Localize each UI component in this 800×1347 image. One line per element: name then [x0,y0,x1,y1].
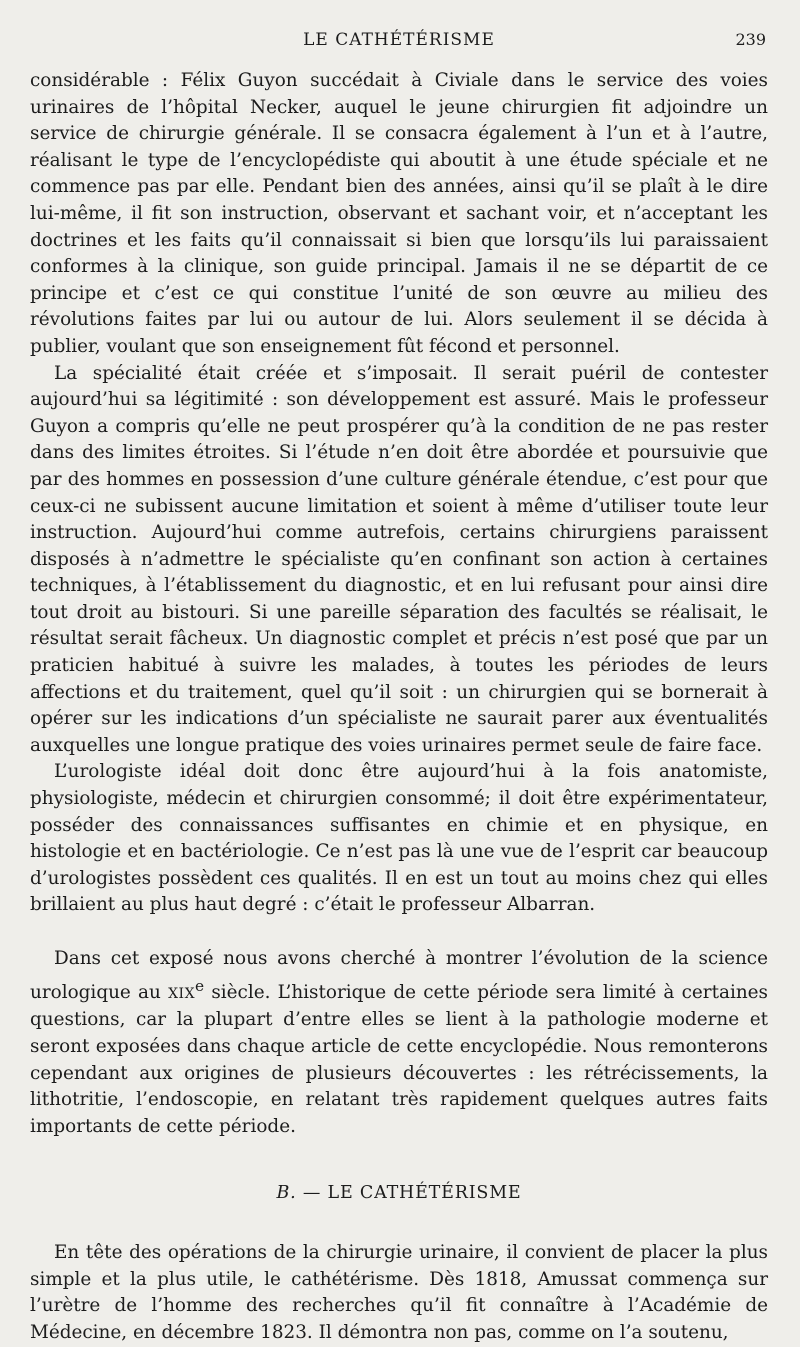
section-dash: — [296,1183,328,1204]
century-superscript: e [195,976,205,995]
paragraph-4-start: Dans cet exposé nous avons cherché à montrer l’évolution de la science urologique au [30,948,768,1003]
section-label: B. [276,1183,297,1204]
section-heading [30,1183,768,1203]
paragraph-5: En tête des opérations de la chirurgie urinaire, il convient de placer la plus simple et la plus utile, le cathétérisme. Dès 1818, Amussat commença sur l’urètre de l’homme des recherches qu’il fit connaître à l’Académie de Médecine, en décembre 1823. Il démontra non pas, comme on l’a soutenu, [30,1242,768,1344]
paragraph-2: La spécialité était créée et s’imposait. Il serait puéril de contester aujourd’hui sa légitimité : son développement est assuré. Mais le professeur Guyon a compris qu’elle ne peut prospérer qu’à la condition de ne pas rester dans des limites étroites. Si l’étude n’en doit être abordée et poursuivie que par des hommes en possession d’une culture générale étendue, c’est pour que ceux-ci ne subissent aucune limitation et soient à même d’utiliser toute leur instruction. Aujourd’hui comme autrefois, certains chirurgiens paraissent disposés à n’admettre le spécialiste qu’en confinant son action à certaines techniques, à l’établissement du diagnostic, et en lui refusant pour ainsi dire tout droit au bistouri. Si une pareille séparation des facultés se réalisait, le résultat serait fâcheux. Un diagnostic complet et précis n’est posé que par un praticien habitué à suivre les malades, à toutes les périodes de leurs affections et du traitement, quel qu’il soit : un chirurgien qui se bornerait à opérer sur les indications d’un spécialiste ne saurait parer aux éventualités auxquelles une longue pratique des voies urinaires permet seule de faire face. [30,362,768,756]
paragraph-1: considérable : Félix Guyon succédait à Civiale dans le service des voies urinaires de l’hôpital Necker, auquel le jeune chirurgien fit adjoindre un service de chirurgie générale. Il se consacra également à l’un et à l’autre, réalisant le type de l’encyclopédiste qui aboutit à une étude spéciale et ne commence pas par elle. Pendant bien des années, ainsi qu’il se plaît à le dire lui-même, il fit son instruction, observant et sachant voir, et n’acceptant les doctrines et les faits qu’il connaissait si bien que lorsqu’ils lui paraissaient conformes à la clinique, son guide principal. Jamais il ne se départit de ce principe et c’est ce qui constitue l’unité de son œuvre au milieu des révolutions faites par lui ou autour de lui. Alors seulement il se décida à publier, voulant que son enseignement fût fécond et personnel. [30,70,768,357]
section-title: LE CATHÉTÉRISME [327,1183,522,1204]
running-title: LE CATHÉTÉRISME [303,30,495,50]
running-head [30,30,768,54]
paragraph-3: L’urologiste idéal doit donc être aujourd’hui à la fois anatomiste, physiologiste, médecin et chirurgien consommé; il doit être expérimentateur, posséder des connaissances suffisantes en chimie et en physique, en histologie et en bactériologie. Ce n’est pas là une vue de l’esprit car beaucoup d’urologistes possèdent ces qualités. Il en est un tout au moins chez qui elles brillaient au plus haut degré : c’était le professeur Albarran. [30,761,768,916]
body-text [30,68,768,1347]
paragraph-4-end: siècle. L’historique de cette période sera limité à certaines questions, car la plupart d’entre elles se lient à la pathologie moderne et seront exposées dans chaque article de cette encyclopédie. Nous remonterons cependant aux origines de plusieurs découvertes : les rétrécissements, la lithotritie, l’endoscopie, en relatant très rapidement quelques autres faits importants de cette période. [30,981,768,1137]
century-numeral: XIX [168,985,196,1002]
page-number: 239 [735,30,766,49]
paragraph-4 [30,946,768,1140]
